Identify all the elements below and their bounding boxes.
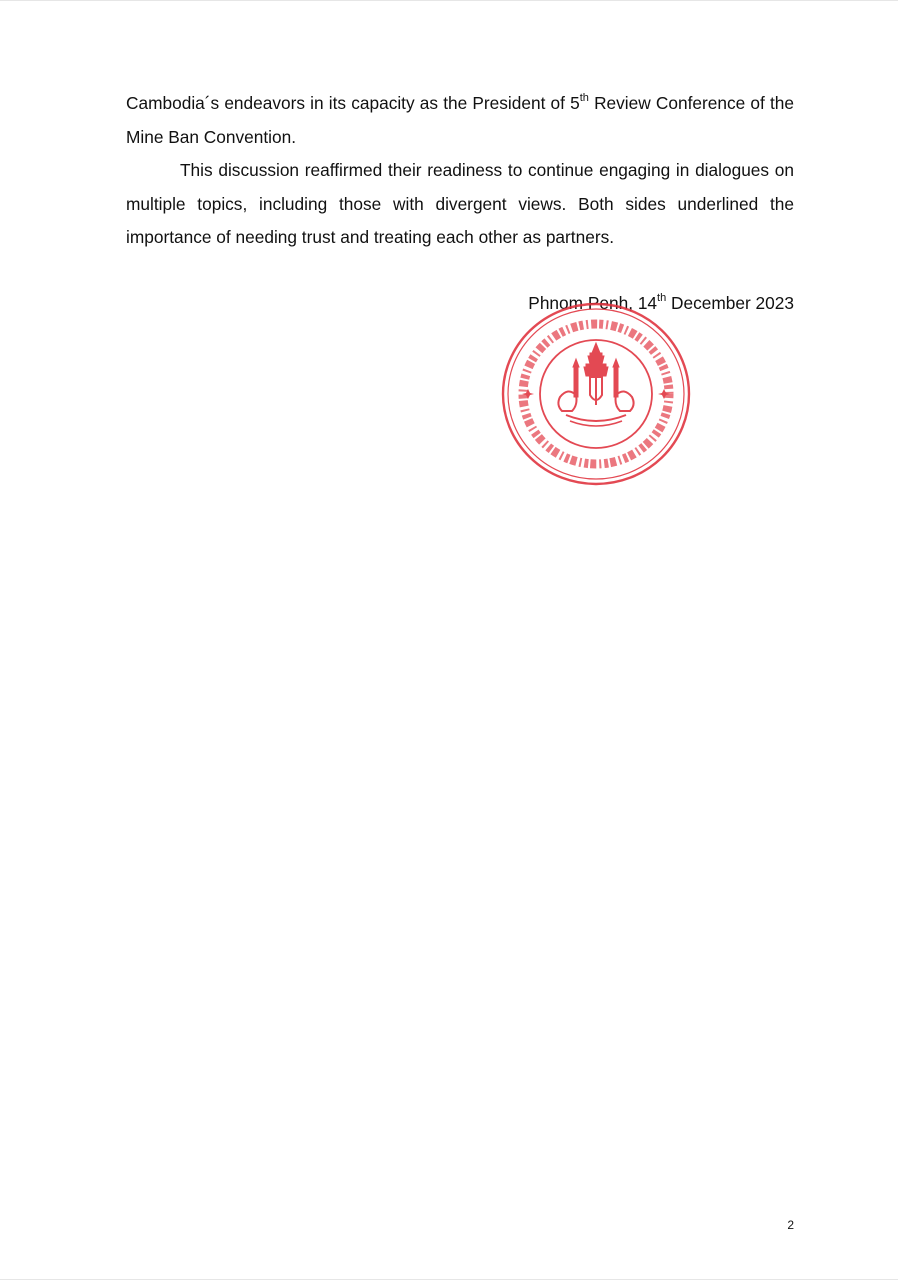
body-text: [126, 87, 794, 255]
paragraph-1: Cambodia´s endeavors in its capacity as the President of 5th Review Conference of the Mine Ban Convention.: [126, 92, 794, 147]
date-line: Phnom Penh, 14th December 2023: [528, 292, 794, 313]
paragraph-2: This discussion reaffirmed their readiness to continue engaging in dialogues on multiple topics, including those with divergent views. Both sides underlined the importance of needing trust and treating each other as partners.: [126, 160, 794, 247]
official-seal-icon: [500, 301, 692, 487]
page-number: 2: [787, 1218, 794, 1232]
